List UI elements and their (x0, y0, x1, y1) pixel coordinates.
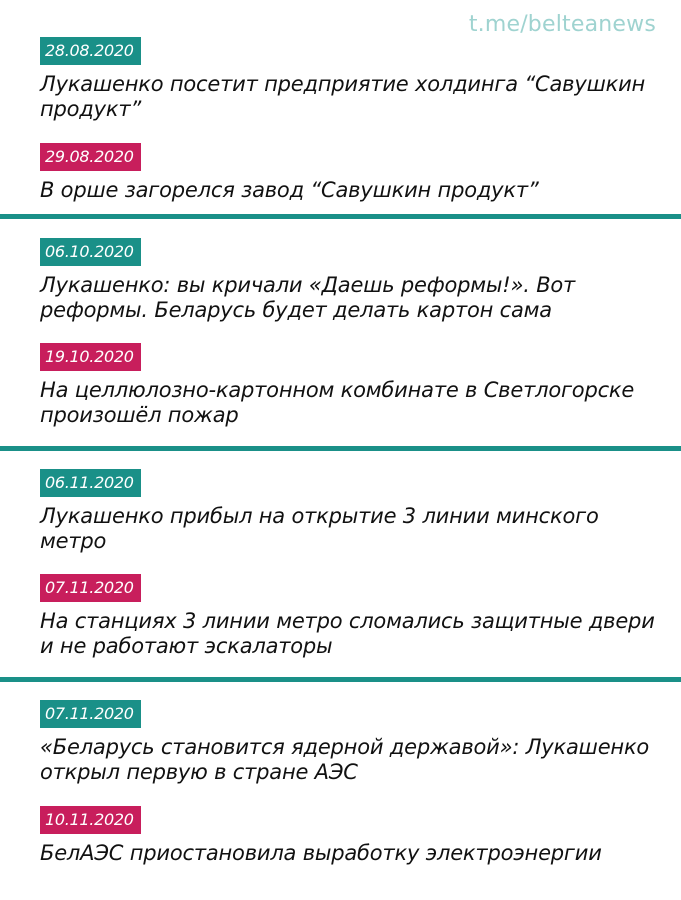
date-badge: 10.11.2020 (40, 806, 141, 834)
headline: На станциях 3 линии метро сломались защитные двери и не работают эскалаторы (40, 609, 655, 658)
headline: БелАЭС приостановила выработку электроэнергии (40, 841, 602, 865)
news-item-announce-4 (40, 700, 660, 785)
section-divider (0, 677, 681, 682)
date-badge: 06.10.2020 (40, 238, 141, 266)
headline: На целлюлозно-картонном комбинате в Светлогорске произошёл пожар (40, 378, 635, 427)
date-badge: 19.10.2020 (40, 343, 141, 371)
headline: Лукашенко: вы кричали «Даешь реформы!». Вот реформы. Беларусь будет делать картон сама (40, 273, 576, 322)
news-item-announce-3 (40, 469, 660, 554)
headline: Лукашенко прибыл на открытие 3 линии минского метро (40, 504, 599, 553)
news-item-announce-2 (40, 238, 660, 323)
date-badge: 06.11.2020 (40, 469, 141, 497)
headline: Лукашенко посетит предприятие холдинга “Савушкин продукт” (40, 72, 646, 121)
headline: В орше загорелся завод “Савушкин продукт” (40, 178, 539, 202)
date-badge: 28.08.2020 (40, 37, 141, 65)
news-item-incident-1 (40, 143, 660, 203)
headline: «Беларусь становится ядерной державой»: Лукашенко открыл первую в стране АЭС (40, 735, 650, 784)
news-item-incident-3 (40, 574, 660, 659)
date-badge: 29.08.2020 (40, 143, 141, 171)
section-divider (0, 214, 681, 219)
channel-watermark: t.me/belteanews (468, 12, 656, 37)
news-item-incident-2 (40, 343, 660, 428)
section-divider (0, 446, 681, 451)
news-item-incident-4 (40, 806, 660, 866)
date-badge: 07.11.2020 (40, 700, 141, 728)
news-item-announce-1 (40, 37, 660, 122)
date-badge: 07.11.2020 (40, 574, 141, 602)
